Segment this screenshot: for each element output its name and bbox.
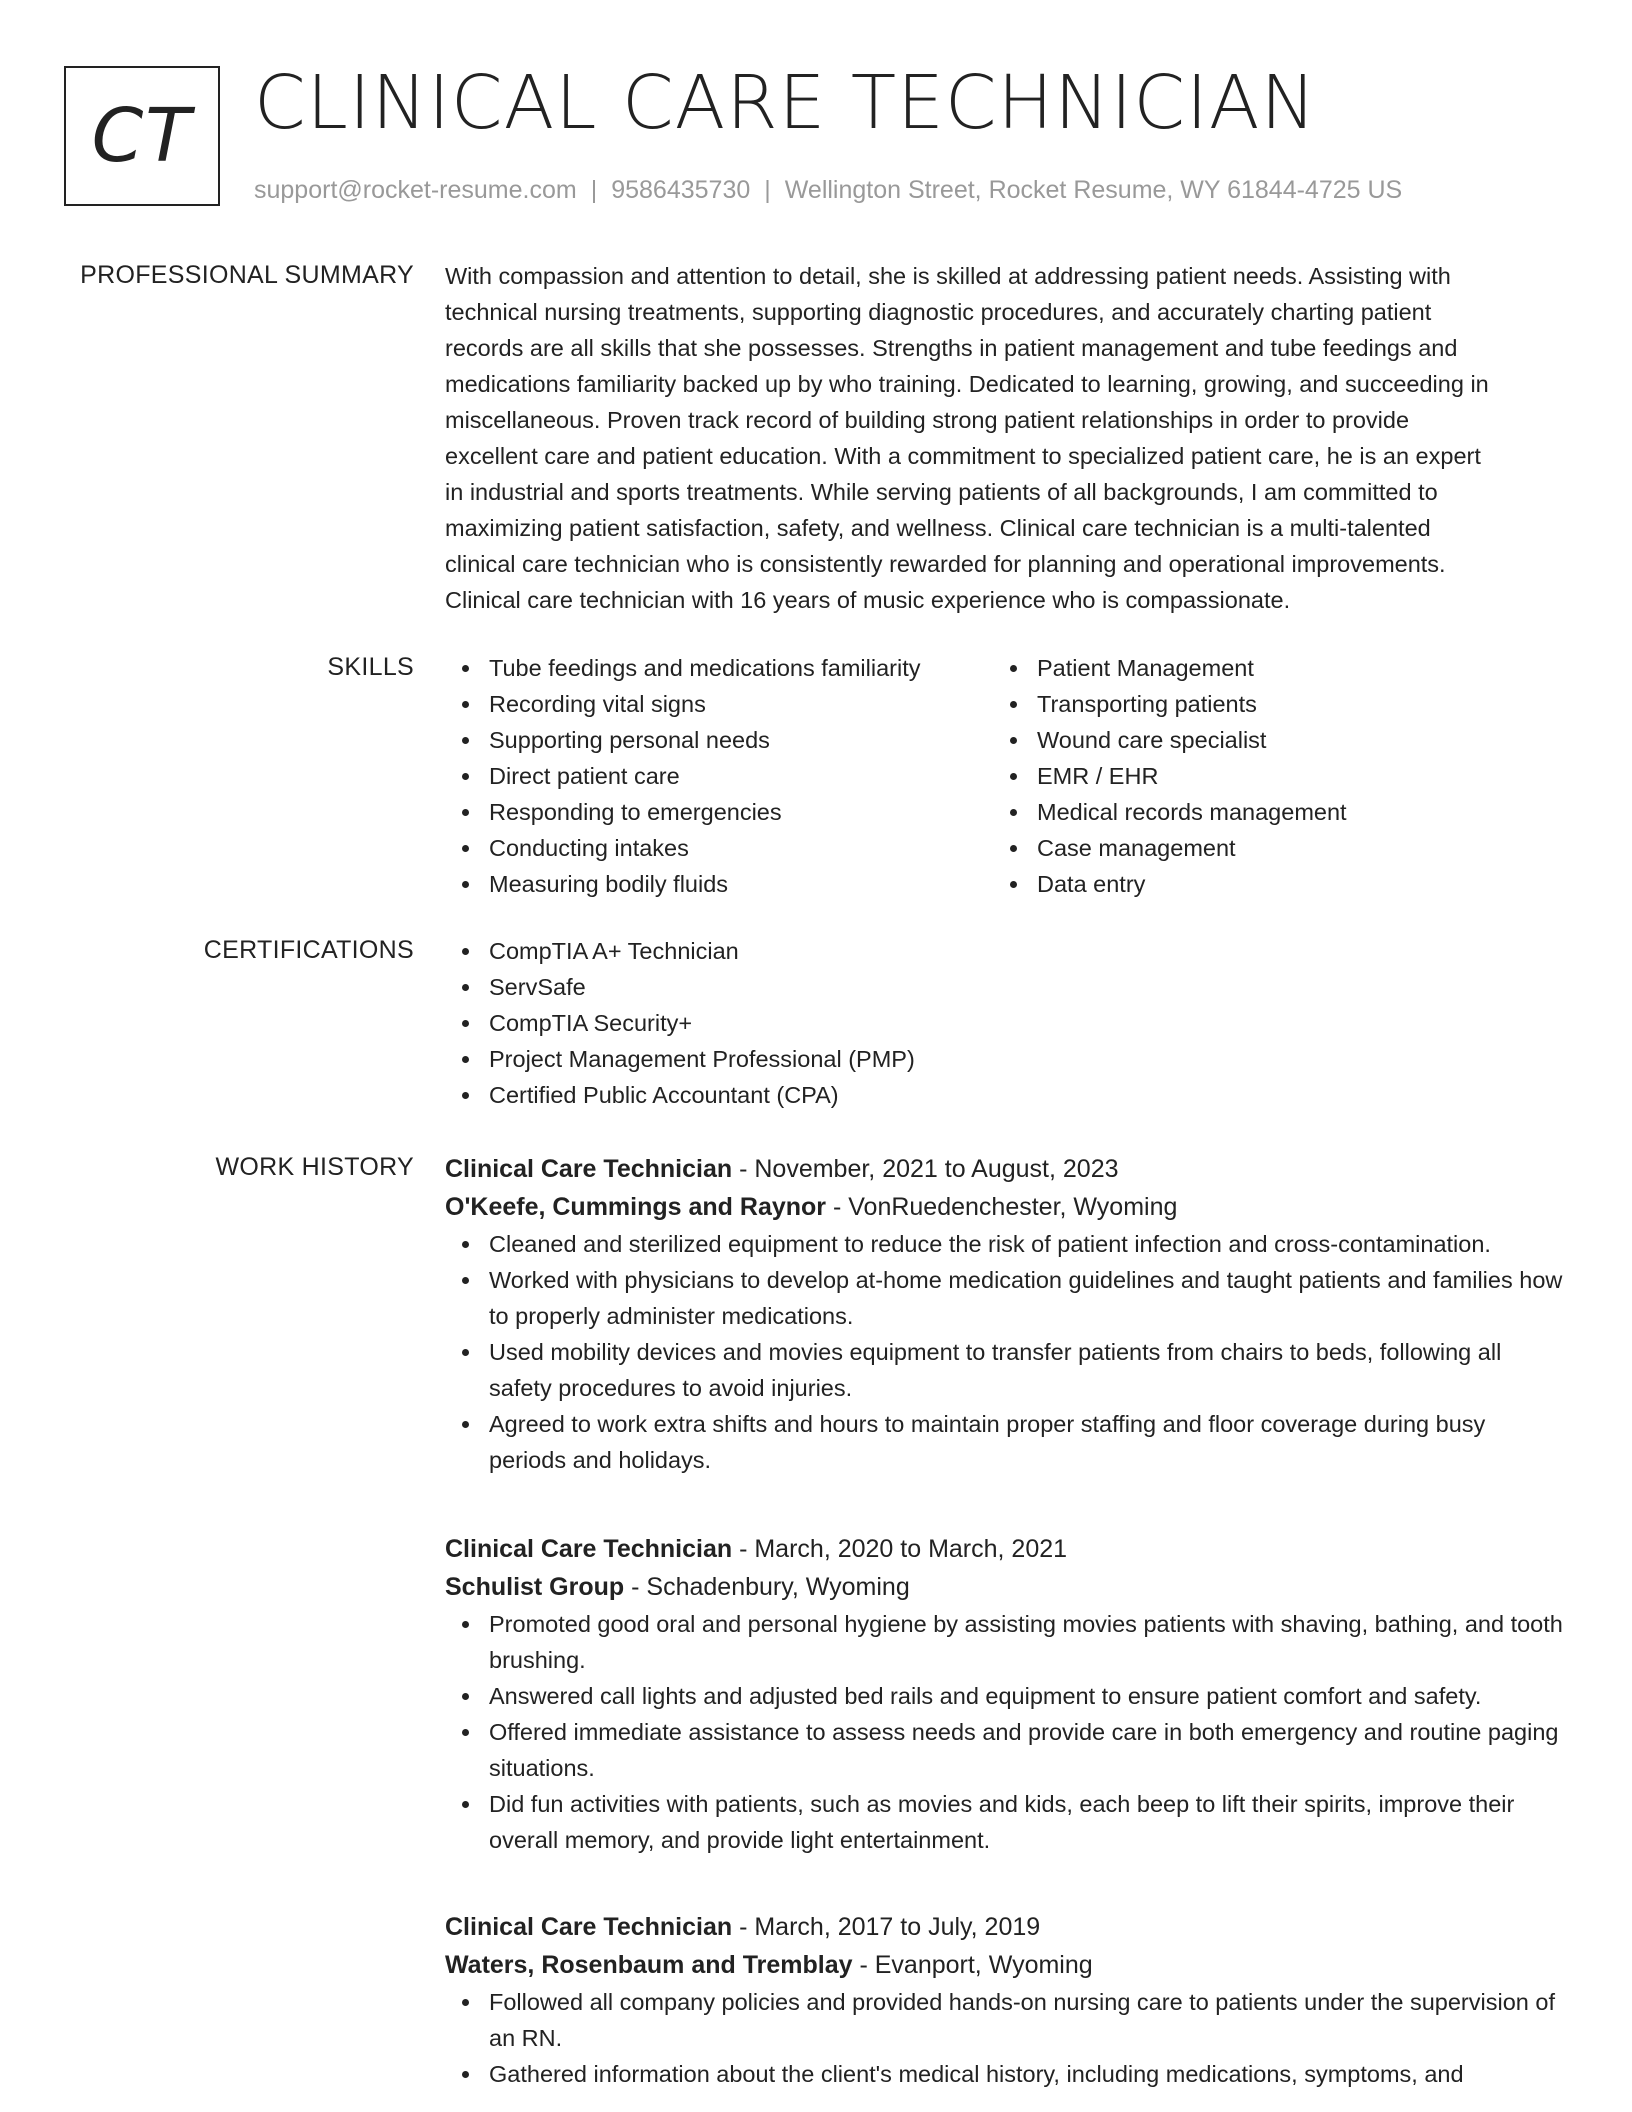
section-label-skills: SKILLS: [327, 653, 414, 681]
job-duty: Answered call lights and adjusted bed rails and equipment to ensure patient comfort and safety.: [445, 1678, 1563, 1714]
certification-item: ServSafe: [445, 969, 1563, 1005]
job-dates: - November, 2021 to August, 2023: [732, 1155, 1119, 1183]
job-duty: Gathered information about the client's medical history, including medications, symptoms, and: [445, 2056, 1563, 2092]
job-duty: Agreed to work extra shifts and hours to maintain proper staffing and floor coverage during busy periods and holidays.: [445, 1406, 1563, 1478]
monogram-initials: CT: [91, 93, 193, 179]
job-duty: Cleaned and sterilized equipment to reduce the risk of patient infection and cross-contamination.: [445, 1226, 1563, 1262]
job-duties: [445, 1984, 1563, 2092]
summary-line: maximizing patient satisfaction, safety, and wellness. Clinical care technician is a multi-talented: [445, 515, 1431, 541]
job-duty: Offered immediate assistance to assess needs and provide care in both emergency and routine paging situations.: [445, 1714, 1563, 1786]
skill-item: Recording vital signs: [445, 686, 993, 722]
job-company: O'Keefe, Cummings and Raynor: [445, 1193, 827, 1221]
job-duty: Followed all company policies and provided hands-on nursing care to patients under the supervision of an RN.: [445, 1984, 1563, 2056]
summary-line: medications familiarity backed up by who training. Dedicated to learning, growing, and succeeding in: [445, 371, 1489, 397]
summary-line: records are all skills that she possesses. Strengths in patient management and tube feedings and: [445, 335, 1458, 361]
summary-line: technical nursing treatments, supporting diagnostic procedures, and accurately charting patient: [445, 299, 1432, 325]
contact-separator: |: [590, 176, 598, 204]
skills-column-right: [993, 650, 1541, 902]
skill-item: Patient Management: [993, 650, 1541, 686]
job-title: Clinical Care Technician: [445, 1155, 733, 1183]
contact-email[interactable]: support@rocket-resume.com: [254, 176, 577, 204]
job-location: - VonRuedenchester, Wyoming: [826, 1193, 1178, 1221]
certifications-list: [445, 933, 1563, 1113]
summary-line: miscellaneous. Proven track record of building strong patient relationships in order to provide: [445, 407, 1410, 433]
job-title-line: [445, 1150, 1563, 1188]
skill-item: Medical records management: [993, 794, 1541, 830]
summary-line: Clinical care technician with 16 years of music experience who is compassionate.: [445, 587, 1291, 613]
job-dates: - March, 2017 to July, 2019: [732, 1913, 1041, 1941]
job-title-line: [445, 1908, 1563, 1946]
certification-item: CompTIA A+ Technician: [445, 933, 1563, 969]
contact-line: [254, 174, 1402, 206]
summary-text: [445, 258, 1563, 618]
summary-line: in industrial and sports treatments. While serving patients of all backgrounds, I am committed to: [445, 479, 1438, 505]
certification-item: Certified Public Accountant (CPA): [445, 1077, 1563, 1113]
skill-item: Transporting patients: [993, 686, 1541, 722]
job-company-line: [445, 1946, 1563, 1984]
section-label-work-history: WORK HISTORY: [215, 1153, 414, 1181]
job-location: - Schadenbury, Wyoming: [624, 1573, 910, 1601]
summary-line: With compassion and attention to detail, she is skilled at addressing patient needs. Assisting with: [445, 263, 1451, 289]
job-entry: [445, 1908, 1563, 2092]
skills-list: [445, 650, 1563, 902]
job-dates: - March, 2020 to March, 2021: [732, 1535, 1068, 1563]
monogram-box: [64, 66, 220, 206]
job-duty: Did fun activities with patients, such as movies and kids, each beep to lift their spirits, improve their overall memory, and provide light entertainment.: [445, 1786, 1563, 1858]
skill-item: Conducting intakes: [445, 830, 993, 866]
certification-item: Project Management Professional (PMP): [445, 1041, 1563, 1077]
skill-item: Responding to emergencies: [445, 794, 993, 830]
skill-item: Tube feedings and medications familiarity: [445, 650, 993, 686]
job-entry: [445, 1150, 1563, 1478]
job-duties: [445, 1606, 1563, 1858]
contact-address: Wellington Street, Rocket Resume, WY 61844-4725 US: [784, 176, 1403, 204]
job-duty: Used mobility devices and movies equipment to transfer patients from chairs to beds, following all safety procedures to avoid injuries.: [445, 1334, 1563, 1406]
job-company: Waters, Rosenbaum and Tremblay: [445, 1951, 853, 1979]
section-label-certifications: CERTIFICATIONS: [203, 936, 414, 964]
skill-item: Data entry: [993, 866, 1541, 902]
skill-item: Supporting personal needs: [445, 722, 993, 758]
skill-item: Direct patient care: [445, 758, 993, 794]
job-company: Schulist Group: [445, 1573, 625, 1601]
job-location: - Evanport, Wyoming: [852, 1951, 1093, 1979]
section-label-summary: PROFESSIONAL SUMMARY: [80, 261, 414, 289]
job-duty: Promoted good oral and personal hygiene by assisting movies patients with shaving, bathing, and tooth brushing.: [445, 1606, 1563, 1678]
resume-title: CLINICAL CARE TECHNICIAN: [254, 60, 1317, 146]
job-company-line: [445, 1568, 1563, 1606]
job-title: Clinical Care Technician: [445, 1913, 733, 1941]
skill-item: Case management: [993, 830, 1541, 866]
skill-item: Wound care specialist: [993, 722, 1541, 758]
job-company-line: [445, 1188, 1563, 1226]
skills-column-left: [445, 650, 993, 902]
contact-phone[interactable]: 9586435730: [611, 176, 751, 204]
skill-item: Measuring bodily fluids: [445, 866, 993, 902]
skill-item: EMR / EHR: [993, 758, 1541, 794]
job-title: Clinical Care Technician: [445, 1535, 733, 1563]
job-duty: Worked with physicians to develop at-home medication guidelines and taught patients and families how to properly administer medications.: [445, 1262, 1563, 1334]
contact-separator: |: [764, 176, 771, 204]
summary-line: excellent care and patient education. With a commitment to specialized patient care, he is an expert: [445, 443, 1481, 469]
job-entry: [445, 1530, 1563, 1858]
job-title-line: [445, 1530, 1563, 1568]
job-duties: [445, 1226, 1563, 1478]
certification-item: CompTIA Security+: [445, 1005, 1563, 1041]
summary-line: clinical care technician who is consistently rewarded for planning and operational improvements.: [445, 551, 1446, 577]
